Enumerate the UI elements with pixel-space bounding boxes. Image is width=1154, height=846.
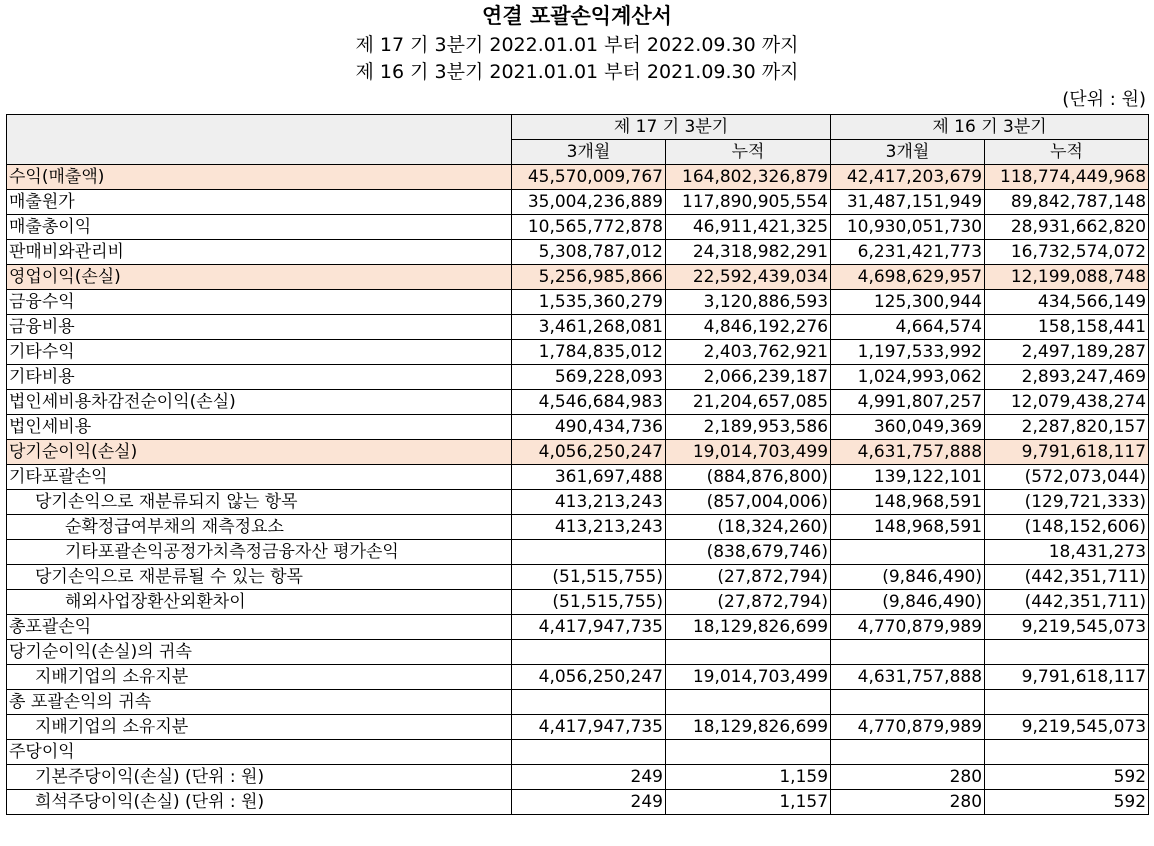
value-3month-16 xyxy=(831,540,985,565)
row-label: 영업이익(손실) xyxy=(7,265,512,290)
header-3month-16: 3개월 xyxy=(831,140,985,165)
row-label: 순확정급여부채의 재측정요소 xyxy=(7,515,512,540)
value-3month-16: 125,300,944 xyxy=(831,290,985,315)
row-label: 기타포괄손익공정가치측정금융자산 평가손익 xyxy=(7,540,512,565)
table-row xyxy=(7,340,1149,365)
value-cumulative-17: 4,846,192,276 xyxy=(666,315,831,340)
table-row xyxy=(7,265,1149,290)
value-cumulative-16: 2,287,820,157 xyxy=(985,415,1149,440)
value-3month-16: 280 xyxy=(831,790,985,815)
value-cumulative-16: (442,351,711) xyxy=(985,565,1149,590)
value-3month-17 xyxy=(512,540,666,565)
header-3month-17: 3개월 xyxy=(512,140,666,165)
value-cumulative-17: 21,204,657,085 xyxy=(666,390,831,415)
value-3month-16 xyxy=(831,740,985,765)
row-label: 당기순이익(손실) xyxy=(7,440,512,465)
table-row xyxy=(7,365,1149,390)
value-cumulative-16: 592 xyxy=(985,790,1149,815)
header-cumulative-17: 누적 xyxy=(666,140,831,165)
value-3month-17: 4,056,250,247 xyxy=(512,440,666,465)
value-cumulative-17: 18,129,826,699 xyxy=(666,715,831,740)
row-label: 판매비와관리비 xyxy=(7,240,512,265)
value-3month-16: 4,770,879,989 xyxy=(831,615,985,640)
statement-title: 연결 포괄손익계산서 xyxy=(482,4,672,28)
header-cumulative-16: 누적 xyxy=(985,140,1149,165)
table-row xyxy=(7,590,1149,615)
value-3month-16: 4,698,629,957 xyxy=(831,265,985,290)
value-3month-16: 4,631,757,888 xyxy=(831,665,985,690)
value-3month-17: 1,535,360,279 xyxy=(512,290,666,315)
row-label: 기타수익 xyxy=(7,340,512,365)
value-3month-17: 4,417,947,735 xyxy=(512,615,666,640)
table-row xyxy=(7,515,1149,540)
value-3month-17: 249 xyxy=(512,790,666,815)
value-3month-16: 42,417,203,679 xyxy=(831,165,985,190)
header-period-16: 제 16 기 3분기 xyxy=(831,115,1149,140)
value-3month-16: 280 xyxy=(831,765,985,790)
value-cumulative-16 xyxy=(985,740,1149,765)
row-label: 당기손익으로 재분류될 수 있는 항목 xyxy=(7,565,512,590)
table-row xyxy=(7,465,1149,490)
value-3month-17: 5,256,985,866 xyxy=(512,265,666,290)
value-cumulative-16: 592 xyxy=(985,765,1149,790)
value-cumulative-16: 9,791,618,117 xyxy=(985,440,1149,465)
value-3month-17: 569,228,093 xyxy=(512,365,666,390)
table-row xyxy=(7,490,1149,515)
value-3month-16: 4,631,757,888 xyxy=(831,440,985,465)
value-3month-17: 45,570,009,767 xyxy=(512,165,666,190)
value-3month-16: (9,846,490) xyxy=(831,590,985,615)
value-3month-17: 4,417,947,735 xyxy=(512,715,666,740)
income-statement-table xyxy=(6,114,1149,815)
table-row xyxy=(7,440,1149,465)
value-cumulative-16: 89,842,787,148 xyxy=(985,190,1149,215)
row-label: 해외사업장환산외환차이 xyxy=(7,590,512,615)
row-label: 법인세비용차감전순이익(손실) xyxy=(7,390,512,415)
table-row xyxy=(7,390,1149,415)
table-row xyxy=(7,765,1149,790)
value-cumulative-17: 2,403,762,921 xyxy=(666,340,831,365)
value-3month-17: 4,056,250,247 xyxy=(512,665,666,690)
row-label: 당기손익으로 재분류되지 않는 항목 xyxy=(7,490,512,515)
value-cumulative-17: 164,802,326,879 xyxy=(666,165,831,190)
value-cumulative-17: 2,066,239,187 xyxy=(666,365,831,390)
row-label: 당기순이익(손실)의 귀속 xyxy=(7,640,512,665)
table-row xyxy=(7,690,1149,715)
value-cumulative-17: 18,129,826,699 xyxy=(666,615,831,640)
value-cumulative-17: (838,679,746) xyxy=(666,540,831,565)
value-3month-17: 361,697,488 xyxy=(512,465,666,490)
value-3month-17: (51,515,755) xyxy=(512,590,666,615)
row-label: 지배기업의 소유지분 xyxy=(7,665,512,690)
value-cumulative-17: (18,324,260) xyxy=(666,515,831,540)
period-current: 제 17 기 3분기 2022.01.01 부터 2022.09.30 까지 xyxy=(355,34,799,56)
value-cumulative-17: 19,014,703,499 xyxy=(666,665,831,690)
value-3month-17: 413,213,243 xyxy=(512,515,666,540)
value-3month-17: 490,434,736 xyxy=(512,415,666,440)
value-3month-16: 4,770,879,989 xyxy=(831,715,985,740)
table-row xyxy=(7,740,1149,765)
row-label: 주당이익 xyxy=(7,740,512,765)
row-label: 기타비용 xyxy=(7,365,512,390)
value-cumulative-17 xyxy=(666,640,831,665)
value-cumulative-16: 2,497,189,287 xyxy=(985,340,1149,365)
value-3month-16: 6,231,421,773 xyxy=(831,240,985,265)
header-period-17: 제 17 기 3분기 xyxy=(512,115,831,140)
value-3month-16: 360,049,369 xyxy=(831,415,985,440)
value-cumulative-17: 117,890,905,554 xyxy=(666,190,831,215)
unit-label: (단위 : 원) xyxy=(1062,89,1146,110)
table-row xyxy=(7,640,1149,665)
table-row xyxy=(7,190,1149,215)
row-label: 법인세비용 xyxy=(7,415,512,440)
period-prior: 제 16 기 3분기 2021.01.01 부터 2021.09.30 까지 xyxy=(355,61,799,83)
table-row xyxy=(7,240,1149,265)
value-cumulative-16: 9,219,545,073 xyxy=(985,715,1149,740)
value-cumulative-16: (148,152,606) xyxy=(985,515,1149,540)
value-3month-17: 10,565,772,878 xyxy=(512,215,666,240)
row-label: 총 포괄손익의 귀속 xyxy=(7,690,512,715)
table-row xyxy=(7,415,1149,440)
value-3month-16: 1,024,993,062 xyxy=(831,365,985,390)
value-cumulative-16: 2,893,247,469 xyxy=(985,365,1149,390)
value-cumulative-17: 1,159 xyxy=(666,765,831,790)
value-3month-17: 35,004,236,889 xyxy=(512,190,666,215)
value-cumulative-16: (442,351,711) xyxy=(985,590,1149,615)
value-cumulative-16: 12,199,088,748 xyxy=(985,265,1149,290)
value-cumulative-16: (572,073,044) xyxy=(985,465,1149,490)
row-label: 기본주당이익(손실) (단위 : 원) xyxy=(7,765,512,790)
value-3month-17: (51,515,755) xyxy=(512,565,666,590)
value-cumulative-17: 24,318,982,291 xyxy=(666,240,831,265)
row-label: 지배기업의 소유지분 xyxy=(7,715,512,740)
value-3month-16: 10,930,051,730 xyxy=(831,215,985,240)
value-cumulative-16: 9,791,618,117 xyxy=(985,665,1149,690)
table-row xyxy=(7,665,1149,690)
value-3month-16: 148,968,591 xyxy=(831,490,985,515)
table-row xyxy=(7,790,1149,815)
value-cumulative-17: (27,872,794) xyxy=(666,590,831,615)
value-3month-17 xyxy=(512,740,666,765)
value-3month-17 xyxy=(512,640,666,665)
row-label: 금융비용 xyxy=(7,315,512,340)
value-3month-16: 31,487,151,949 xyxy=(831,190,985,215)
table-row xyxy=(7,715,1149,740)
value-cumulative-17 xyxy=(666,690,831,715)
value-3month-16: 1,197,533,992 xyxy=(831,340,985,365)
value-cumulative-17: (884,876,800) xyxy=(666,465,831,490)
value-cumulative-16: 28,931,662,820 xyxy=(985,215,1149,240)
row-label: 총포괄손익 xyxy=(7,615,512,640)
value-cumulative-17: (857,004,006) xyxy=(666,490,831,515)
value-3month-17: 413,213,243 xyxy=(512,490,666,515)
header-blank-cell xyxy=(7,115,512,165)
value-3month-16: (9,846,490) xyxy=(831,565,985,590)
value-cumulative-17: 19,014,703,499 xyxy=(666,440,831,465)
value-3month-17: 4,546,684,983 xyxy=(512,390,666,415)
value-cumulative-17: 1,157 xyxy=(666,790,831,815)
row-label: 금융수익 xyxy=(7,290,512,315)
row-label: 매출총이익 xyxy=(7,215,512,240)
value-cumulative-16: 16,732,574,072 xyxy=(985,240,1149,265)
value-3month-16: 4,991,807,257 xyxy=(831,390,985,415)
value-cumulative-17: 3,120,886,593 xyxy=(666,290,831,315)
table-row xyxy=(7,290,1149,315)
row-label: 수익(매출액) xyxy=(7,165,512,190)
value-3month-16: 148,968,591 xyxy=(831,515,985,540)
table-row xyxy=(7,540,1149,565)
row-label: 매출원가 xyxy=(7,190,512,215)
value-3month-17: 249 xyxy=(512,765,666,790)
value-3month-16: 4,664,574 xyxy=(831,315,985,340)
value-3month-16 xyxy=(831,690,985,715)
value-cumulative-16: 118,774,449,968 xyxy=(985,165,1149,190)
value-3month-17: 3,461,268,081 xyxy=(512,315,666,340)
value-3month-16: 139,122,101 xyxy=(831,465,985,490)
value-3month-17: 5,308,787,012 xyxy=(512,240,666,265)
table-row xyxy=(7,315,1149,340)
value-cumulative-16 xyxy=(985,640,1149,665)
table-row xyxy=(7,615,1149,640)
value-cumulative-16: 434,566,149 xyxy=(985,290,1149,315)
value-cumulative-17 xyxy=(666,740,831,765)
table-row xyxy=(7,565,1149,590)
row-label: 기타포괄손익 xyxy=(7,465,512,490)
value-3month-17 xyxy=(512,690,666,715)
value-cumulative-16: 18,431,273 xyxy=(985,540,1149,565)
value-cumulative-17: (27,872,794) xyxy=(666,565,831,590)
value-cumulative-16: 12,079,438,274 xyxy=(985,390,1149,415)
value-cumulative-17: 22,592,439,034 xyxy=(666,265,831,290)
table-row xyxy=(7,215,1149,240)
value-cumulative-17: 2,189,953,586 xyxy=(666,415,831,440)
value-cumulative-17: 46,911,421,325 xyxy=(666,215,831,240)
value-cumulative-16: (129,721,333) xyxy=(985,490,1149,515)
table-row xyxy=(7,165,1149,190)
row-label: 희석주당이익(손실) (단위 : 원) xyxy=(7,790,512,815)
value-cumulative-16 xyxy=(985,690,1149,715)
value-cumulative-16: 158,158,441 xyxy=(985,315,1149,340)
value-3month-17: 1,784,835,012 xyxy=(512,340,666,365)
value-cumulative-16: 9,219,545,073 xyxy=(985,615,1149,640)
value-3month-16 xyxy=(831,640,985,665)
